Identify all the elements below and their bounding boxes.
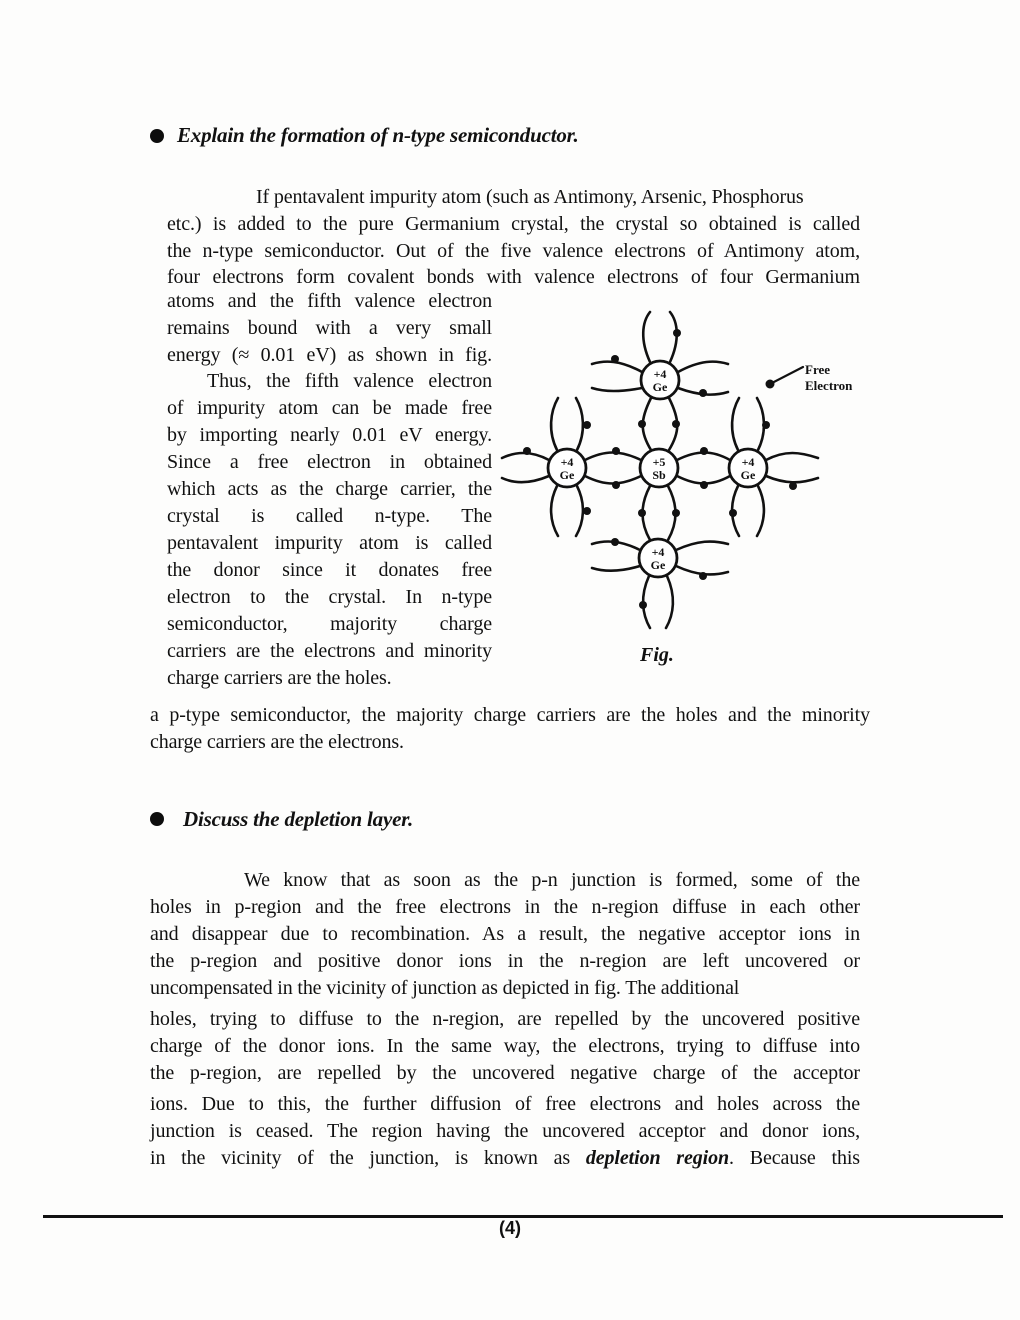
paragraph-line: by importing nearly 0.01 eV energy. xyxy=(167,424,492,446)
atom-symbol: Ge xyxy=(559,468,575,482)
paragraph-line: a p-type semiconductor, the majority charge carriers are the holes and the minority xyxy=(150,704,870,726)
text-run: in the vicinity of the junction, is known as xyxy=(150,1147,586,1169)
paragraph-line: which acts as the charge carrier, the xyxy=(167,478,492,500)
paragraph-line: ions. Due to this, the further diffusion of free electrons and holes across the xyxy=(150,1093,860,1115)
paragraph-line: energy (≈ 0.01 eV) as shown in fig. xyxy=(167,344,492,366)
n-type-crystal-diagram xyxy=(490,295,880,685)
text-run: . Because this xyxy=(729,1147,860,1169)
paragraph-line: the donor since it donates free xyxy=(167,559,492,581)
paragraph-line: the n-type semiconductor. Out of the five valence electrons of Antimony atom, xyxy=(167,240,860,262)
paragraph-line: remains bound with a very small xyxy=(167,317,492,339)
paragraph-line: carriers are the electrons and minority xyxy=(167,640,492,662)
bullet-icon xyxy=(150,812,164,826)
atom-charge: +4 xyxy=(651,545,665,559)
paragraph-line: uncompensated in the vicinity of junction as depicted in fig. The additional xyxy=(150,977,740,999)
paragraph-line: atoms and the fifth valence electron xyxy=(167,290,492,312)
paragraph-line: and disappear due to recombination. As a result, the negative acceptor ions in xyxy=(150,923,860,945)
paragraph-line: We know that as soon as the p-n junction is formed, some of the xyxy=(244,869,860,891)
paragraph-line: holes in p-region and the free electrons in the n-region diffuse in each other xyxy=(150,896,860,918)
paragraph-line-last xyxy=(150,1147,860,1170)
free-electron-label: Free xyxy=(805,362,831,377)
section-heading-depletion-layer: Discuss the depletion layer. xyxy=(183,807,414,831)
section-heading-n-type: Explain the formation of n-type semiconductor. xyxy=(177,123,579,147)
free-electron-dot xyxy=(766,380,775,389)
atom-symbol: Ge xyxy=(740,468,756,482)
paragraph-line: etc.) is added to the pure Germanium crystal, the crystal so obtained is called xyxy=(167,213,860,235)
atom-charge: +4 xyxy=(653,367,667,381)
paragraph-line: junction is ceased. The region having the uncovered acceptor and donor ions, xyxy=(150,1120,860,1142)
paragraph-line: electron to the crystal. In n-type xyxy=(167,586,492,608)
paragraph-line: crystal is called n-type. The xyxy=(167,505,492,527)
atom-charge: +5 xyxy=(652,455,666,469)
paragraph-line: the p-region and positive donor ions in the n-region are left uncovered or xyxy=(150,950,860,972)
paragraph-line: charge carriers are the electrons. xyxy=(150,731,404,753)
atom-symbol: Sb xyxy=(652,468,666,482)
atom-charge: +4 xyxy=(741,455,755,469)
paragraph-line: of impurity atom can be made free xyxy=(167,397,492,419)
paragraph-line: pentavalent impurity atom is called xyxy=(167,532,492,554)
paragraph-line: charge of the donor ions. In the same way, the electrons, trying to diffuse into xyxy=(150,1035,860,1057)
atom-symbol: Ge xyxy=(650,558,666,572)
paragraph-line: charge carriers are the holes. xyxy=(167,667,392,689)
paragraph-line: semiconductor, majority charge xyxy=(167,613,492,635)
paragraph-line: four electrons form covalent bonds with valence electrons of four Germanium xyxy=(167,266,860,288)
free-electron-label: Electron xyxy=(805,378,853,393)
page-number: (4) xyxy=(499,1218,521,1238)
atom-symbol: Ge xyxy=(652,380,668,394)
paragraph-line: Since a free electron in obtained xyxy=(167,451,492,473)
paragraph-line: If pentavalent impurity atom (such as Antimony, Arsenic, Phosphorus xyxy=(256,186,804,208)
paragraph-line: the p-region, are repelled by the uncovered negative charge of the acceptor xyxy=(150,1062,860,1084)
atom-charge: +4 xyxy=(560,455,574,469)
paragraph-line: Thus, the fifth valence electron xyxy=(207,370,492,392)
bullet-icon xyxy=(150,129,164,143)
figure-caption: Fig. xyxy=(640,644,674,666)
emphasis-depletion-region: depletion region xyxy=(585,1147,730,1169)
paragraph-line: holes, trying to diffuse to the n-region, are repelled by the uncovered positive xyxy=(150,1008,860,1030)
